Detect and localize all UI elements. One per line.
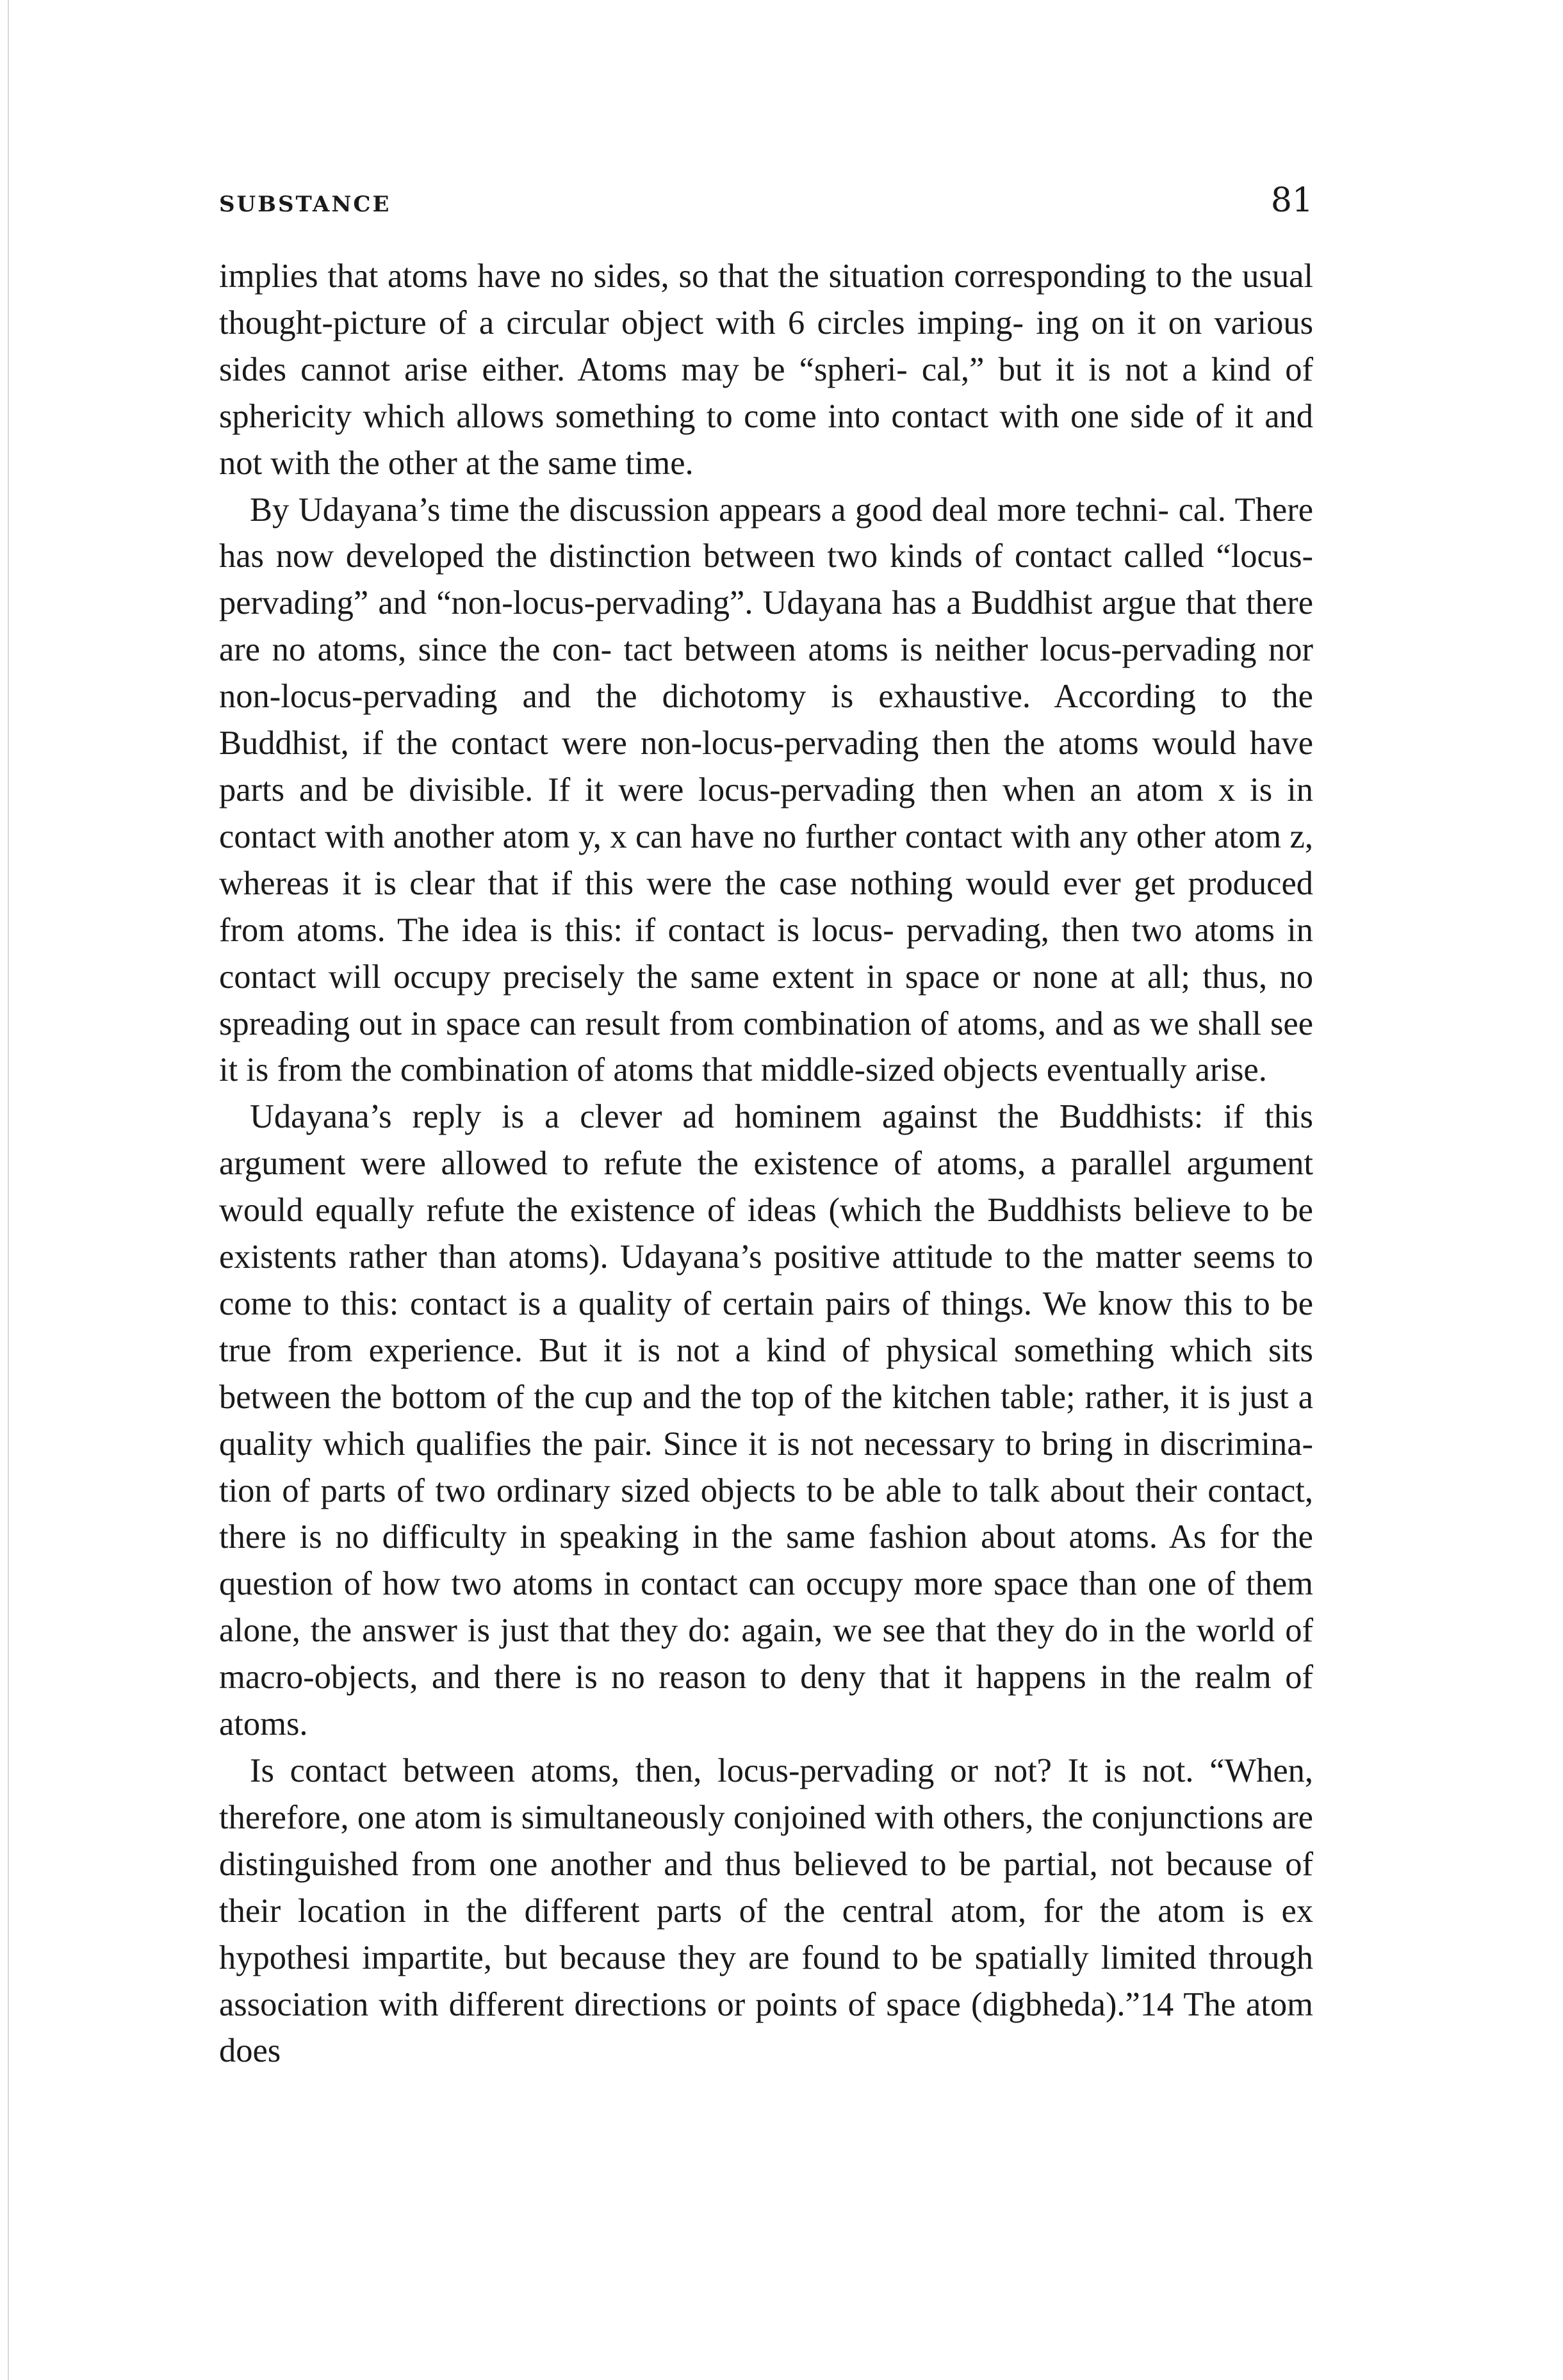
text-line: extent in space or none at all; thus, no spreading out in space can xyxy=(219,958,1314,1042)
text-line: parts of the central atom, for the atom is ex hypothesi impartite, but xyxy=(219,1892,1313,1976)
text-line: and be divisible. If it were locus-pervading then when an atom x is in xyxy=(299,771,1314,808)
text-line: of contact called “locus-pervading” and “non-locus-pervading”. xyxy=(219,538,1313,622)
text-line: implies that atoms have no sides, so that the situation corresponding xyxy=(219,258,1156,295)
text-line: which qualifies the pair. Since it is not necessary to bring in discrimina- xyxy=(323,1425,1314,1463)
text-line: But it is not a kind of physical something which sits between the bottom xyxy=(219,1331,1313,1416)
text-line: cal. There has now developed the distinction between two kinds xyxy=(219,491,1314,575)
text-line: atoms. As for the question of how two atoms in contact can occupy xyxy=(219,1518,1313,1603)
text-line: more space than one of them alone, the answer is just that they do: xyxy=(219,1565,1313,1650)
text-line: cal,” but it is not a kind of sphericity which allows something to come xyxy=(219,350,1313,435)
text-line: and the dichotomy is exhaustive. According to the Buddhist, if the xyxy=(219,678,1313,762)
text-line: positive attitude to the matter seems to come to this: contact is a quality xyxy=(219,1238,1314,1322)
text-line: tion of parts of two ordinary sized objects to be able to talk about their xyxy=(219,1472,1208,1509)
text-line: By Udayana’s time the discussion appears a good deal more techni- xyxy=(250,491,1179,529)
text-line: to the usual thought-picture of a circular object with 6 circles imping- xyxy=(219,258,1313,341)
paragraph xyxy=(219,487,1313,1094)
text-line: others, the conjunctions are distinguished from one another and thus xyxy=(219,1798,1313,1883)
text-line: contact, there is no difficulty in speaking in the same fashion about xyxy=(219,1472,1313,1556)
text-line: different directions or points of space (digbheda).”14 The atom does xyxy=(219,1985,1313,2070)
text-line: Udayana’s reply is a clever ad hominem against the Buddhists: xyxy=(250,1098,1224,1136)
text-line: because they are found to be spatially limited through association with xyxy=(219,1939,1314,2023)
paragraph xyxy=(219,253,1313,487)
text-line: believed to be partial, not because of their location in the different xyxy=(219,1845,1313,1930)
running-title: SUBSTANCE xyxy=(219,192,391,217)
text-line: contact were non-locus-pervading then the atoms would have parts xyxy=(219,725,1313,808)
text-line: of the cup and the top of the kitchen table; rather, it is just a quality xyxy=(219,1378,1313,1463)
text-line: result from combination of atoms, and as we shall see it is from the xyxy=(219,1005,1314,1089)
text-line: if this argument were allowed to refute the existence of atoms, a parallel xyxy=(219,1098,1313,1183)
page-number: 81 xyxy=(1270,181,1313,220)
text-line: Udayana has a Buddhist argue that there are no atoms, since the con- xyxy=(219,584,1314,669)
text-line: Buddhists believe to be existents rather than atoms). Udayana’s xyxy=(219,1192,1313,1276)
paragraph xyxy=(219,1094,1313,1748)
text-line: Is contact between atoms, then, locus-pervading or not? It is xyxy=(250,1752,1143,1789)
scan-margin-line xyxy=(8,0,9,2380)
text-line: not. “When, therefore, one atom is simultaneously conjoined with xyxy=(219,1752,1313,1836)
text-line: again, we see that they do in the world of macro-objects, and there xyxy=(219,1612,1313,1696)
text-line: of certain pairs of things. We know this to be true from experience. xyxy=(219,1284,1313,1369)
text-line: ing on it on various sides cannot arise either. Atoms may be “spheri- xyxy=(219,304,1313,388)
running-header xyxy=(219,181,1313,220)
text-line: is no reason to deny that it happens in the realm of atoms. xyxy=(219,1659,1313,1743)
text-line: tact between atoms is neither locus-pervading nor non-locus-pervading xyxy=(219,631,1313,716)
text-line: combination of atoms that middle-sized objects eventually arise. xyxy=(400,1051,1267,1089)
body-text xyxy=(219,253,1313,2074)
text-line: other atom z, whereas it is clear that if this were the case nothing would xyxy=(219,817,1313,902)
paragraph xyxy=(219,1748,1313,2074)
text-line: pervading, then two atoms in contact will occupy precisely the same xyxy=(219,911,1313,996)
text-line: into contact with one side of it and not with the other at the same time. xyxy=(219,397,1313,482)
text-line: argument would equally refute the existence of ideas (which the xyxy=(219,1145,1313,1229)
text-line: contact with another atom y, x can have no further contact with any xyxy=(219,817,1136,855)
text-line: ever get produced from atoms. The idea is this: if contact is locus- xyxy=(219,864,1313,949)
